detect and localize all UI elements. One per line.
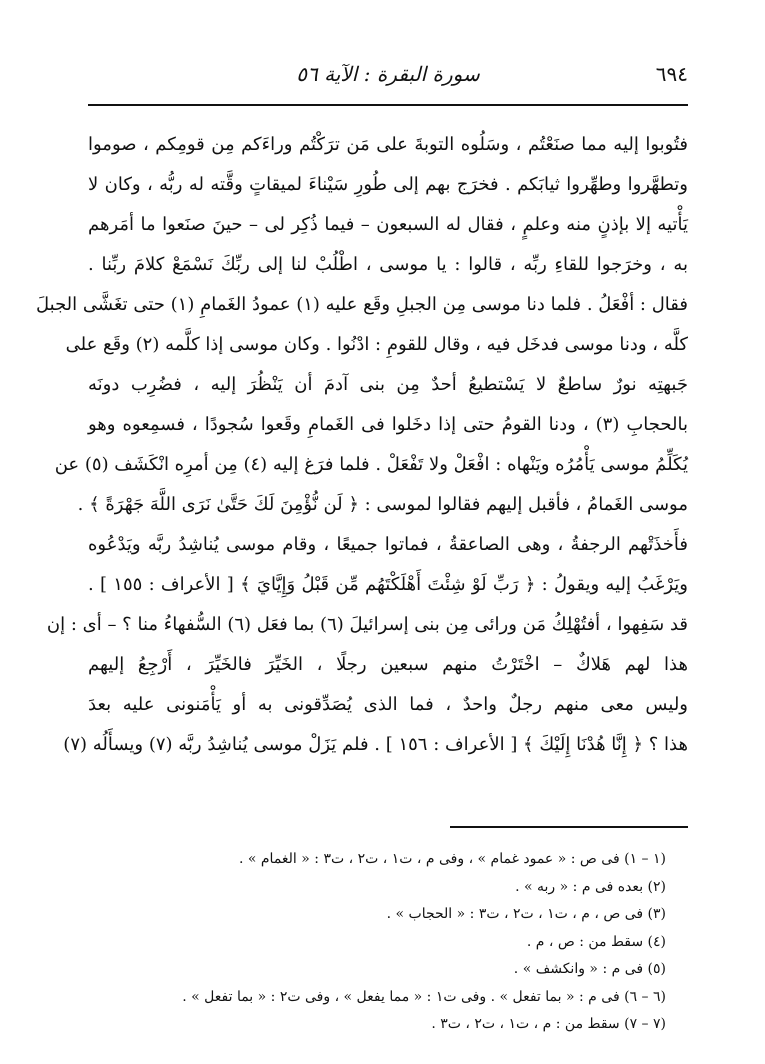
footnote: (٧ – ٧) سقط من : م ، ت١ ، ت٢ ، ت٣ . bbox=[431, 1016, 666, 1032]
text-line: وتطهَّروا وطهِّروا ثيابَكم . فخرَج بهم إلى طُورِ سَيْناءَ لميقاتٍ وقَّته له ربُّه ، وكان لا bbox=[88, 174, 688, 195]
text-line: فقال : أفْعَلُ . فلما دنا موسى مِن الجبلِ وقَع عليه (١) عمودُ الغَمامِ (١) حتى تغَشَّى الجبلَ bbox=[36, 294, 688, 315]
footnote: (٥) فى م : « وانكشف » . bbox=[513, 961, 666, 977]
page-number: ٦٩٤ bbox=[655, 62, 688, 86]
text-line: جَبهتِه نورٌ ساطعٌ لا يَسْتطيعُ أحدٌ مِن بنى آدمَ أن يَنْظُرَ إليه ، فضُرِب دونَه bbox=[88, 374, 688, 395]
text-line: يُكَلِّمُ موسى يَأْمُرُه ويَنْهاه : افْعَلْ ولا تَفْعَلْ . فلما فرَغ إليه (٤) مِن أمرِه انْكَشَف (٥) عن bbox=[54, 454, 688, 475]
text-line: هذا ؟ ﴿ إِنَّا هُدْنَا إِلَيْكَ ﴾ [ الأعراف : ١٥٦ ] . فلم يَزَلْ موسى يُناشِدُ ربَّه (٧) ويسأَلُه (٧) bbox=[63, 734, 688, 755]
text-line: هذا لهم هَلاكٌ – اخْتَرْتُ منهم سبعين رجلًا ، الخَيِّرَ فالخَيِّرَ ، أَرْجِعُ إليهم bbox=[88, 654, 688, 675]
header-rule bbox=[88, 104, 688, 106]
footnote: (٣) فى ص ، م ، ت١ ، ت٢ ، ت٣ : « الحجاب » . bbox=[386, 906, 666, 922]
text-line: يَأْتيه إلا بإذنٍ منه وعلمٍ ، فقال له السبعون – فيما ذُكِر لى – حينَ صنَعوا ما أمَرهم bbox=[88, 214, 688, 235]
footnotes bbox=[88, 846, 688, 1039]
text-line: بالحجابِ (٣) ، ودنا القومُ حتى إذا دخَلوا فى الغَمامِ وقَعوا سُجودًا ، فسمِعوه وهو bbox=[88, 414, 688, 435]
text-line: به ، وخرَجوا للقاءِ ربِّه ، قالوا : يا موسى ، اطْلُبْ لنا إلى ربِّكَ نَسْمَعْ كلامَ ربِّنا . bbox=[88, 254, 688, 275]
footnote: (٤) سقط من : ص ، م . bbox=[526, 933, 666, 950]
text-line: فتُوبوا إليه مما صنَعْتُم ، وسَلُوه التوبةَ على مَن ترَكْتُم وراءَكم مِن قومِكم ، صوموا bbox=[88, 134, 688, 155]
text-line: ويَرْغَبُ إليه ويقولُ : ﴿ رَبِّ لَوْ شِئْتَ أَهْلَكْتَهُم مِّن قَبْلُ وَإِيَّايَ ﴾ [ الأعراف : ١٥٥ ] . bbox=[88, 574, 688, 595]
footnote: (٢) بعده فى م : « ربه » . bbox=[515, 878, 666, 895]
running-title: سورة البقرة : الآية ٥٦ bbox=[296, 62, 480, 86]
footnote: (٦ – ٦) فى م : « بما تفعل » . وفى ت١ : « مما يفعل » ، وفى ت٢ : « بما تفعل » . bbox=[182, 988, 666, 1005]
text-line: وليس معى منهم رجلٌ واحدٌ ، فما الذى يُصَدِّقونى به أو يَأْمَنونى عليه بعدَ bbox=[88, 694, 688, 715]
text-line: قد سَفِهوا ، أفتُهْلِكُ مَن ورائى مِن بنى إسرائيلَ (٦) بما فعَل (٦) السُّفهاءُ منا ؟ – أى : إن bbox=[46, 614, 688, 635]
footnote: (١ – ١) فى ص : « عمود غمام » ، وفى م ، ت١ ، ت٢ ، ت٣ : « الغمام » . bbox=[238, 851, 666, 867]
text-line: فأَخذَتْهم الرجفةُ ، وهى الصاعقةُ ، فماتوا جميعًا ، وقام موسى يُناشِدُ ربَّه ويَدْعُوه bbox=[88, 534, 689, 555]
text-line: موسى الغَمامُ ، فأقبل إليهم فقالوا لموسى : ﴿ لَن نُّؤْمِنَ لَكَ حَتَّىٰ نَرَى اللَّهَ جَهْرَةً ﴾ . bbox=[77, 494, 688, 515]
page-header bbox=[88, 58, 688, 102]
text-line: كلَّه ، ودنا موسى فدخَل فيه ، وقال للقومِ : ادْنُوا . وكان موسى إذا كلَّمه (٢) وقَع على bbox=[65, 334, 688, 355]
main-text bbox=[36, 125, 689, 765]
footnote-rule bbox=[450, 826, 688, 828]
